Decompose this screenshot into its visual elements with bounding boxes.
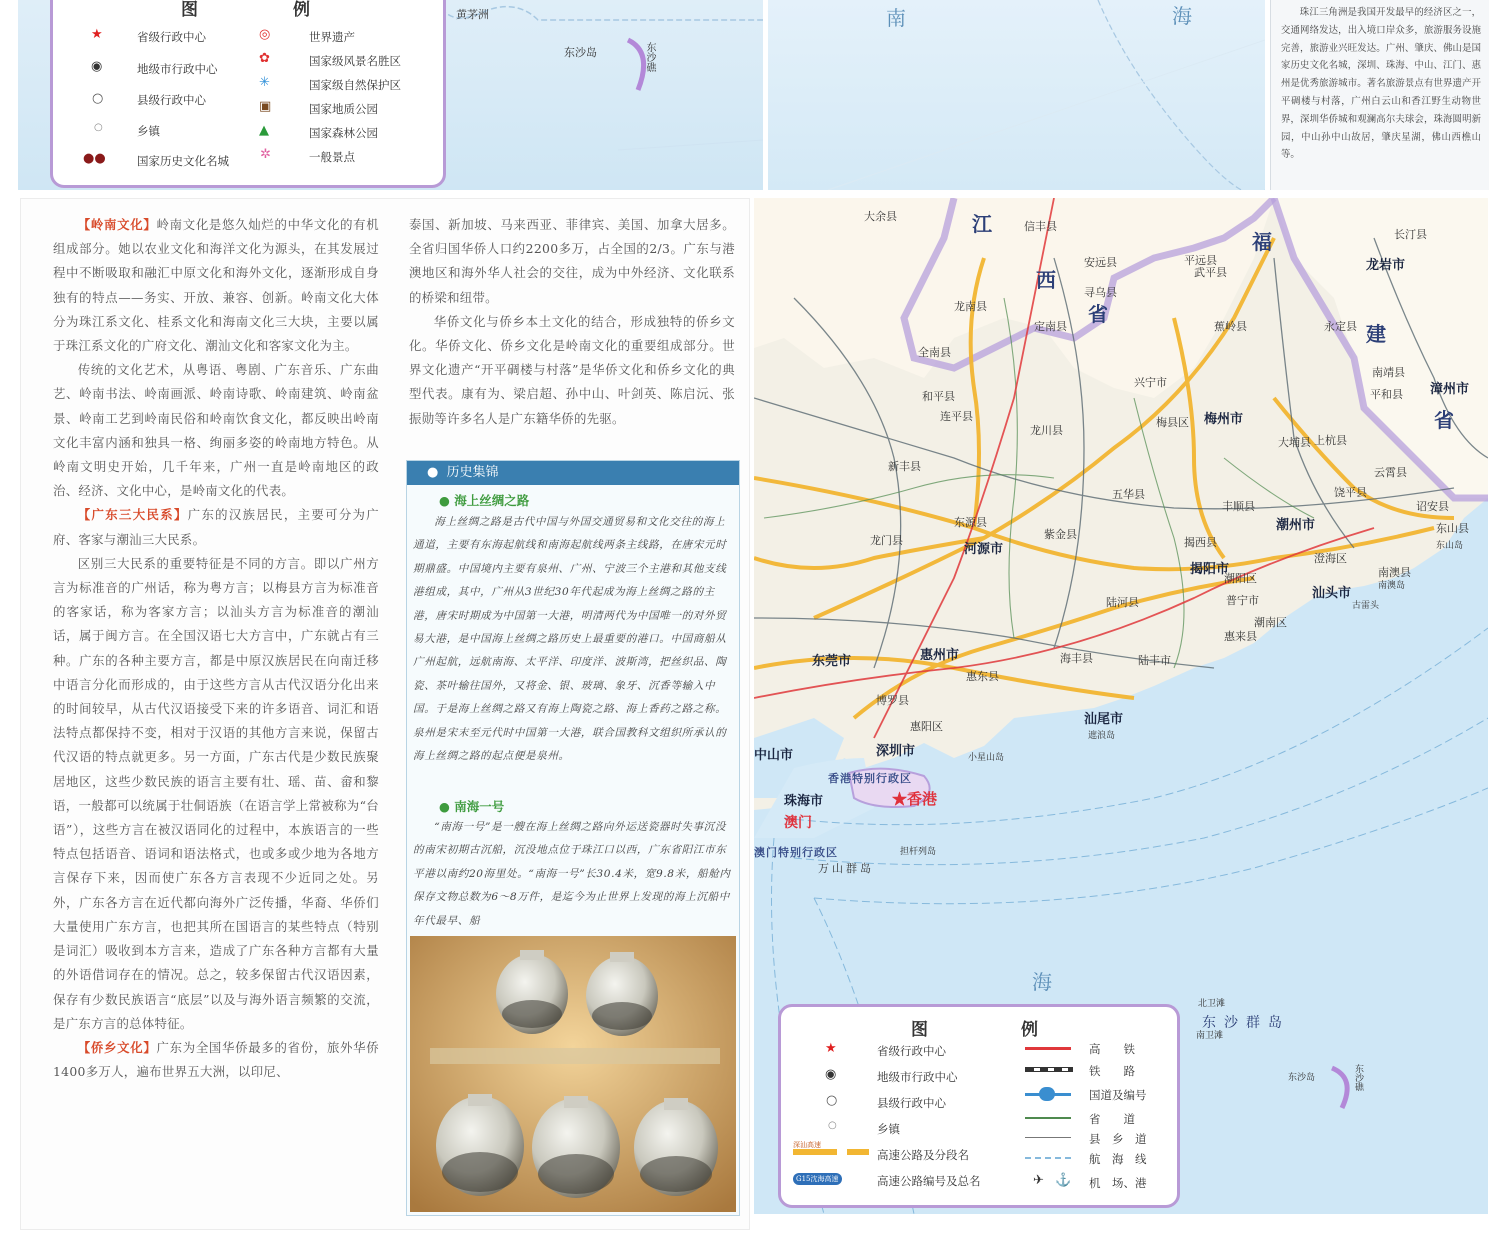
legend-item: 国道及编号 <box>1089 1088 1147 1102</box>
legend-item: 地级市行政中心 <box>877 1070 958 1084</box>
city-label: 深圳市 <box>876 744 916 759</box>
nanhai-one-text <box>413 816 735 930</box>
three-groups-paragraph-2: 区别三大民系的重要特征是不同的方言。即以广州方言为标准音的广州话，称为粤方言；以梅县方言为标准音的客家话，称为客家方言；以汕头方言为标准音的潮汕话，属于闽方言。在全国汉语七大方言中，广东就占有三种。广东的各种主要方言，都是中原汉族居民在向南迁移中语言分化而形成的，由于这些方言从古代汉语分化出来的时间较早，从古代汉语接受下来的许多语音、词汇和语法特点都保持不变，相对于汉语的其他方言来说，保留古代汉语的特点就更多。另一方面，广东古代是少数民族聚居地区，这些少数民族的语言主要有壮、瑶、苗、畲和黎语，一般都可以统属于壮侗语族（在语言学上常被称为“台语”），这些方言在被汉语同化的过程中，本族语言的一些特点包括语音、语词和语法格式，也或多或少地为各地方言保存下来，因而使广东各方言表现不少近同之处。另外，广东各方言在近代都向海外广泛传播，华裔、华侨们大量使用广东方言，也把其所在国语言的某些特点（特别是词汇）吸收到本方言来，造成了广东各种方言都有大量的外语借词存在的情况。总之，较多保留古代汉语因素，保存有少数民族语言“底层”以及与海外语言频繁的交流，是广东方言的总体特征。 <box>53 555 379 1031</box>
dongsha-island-label: 东沙岛 <box>1288 1073 1316 1083</box>
legend-item: 县级行政中心 <box>877 1096 946 1110</box>
province-label-fujian-1: 福 <box>1252 230 1272 254</box>
nanhai-one-paragraph: “南海一号”是一艘在海上丝绸之路向外运送瓷器时失事沉没的南宋初期古沉船，沉没地点位于珠江口以西，广东省阳江市东平港以南约20海里处。“南海一号”长30.4米，宽9.8米，船舱内保存文物总数为6～8万件，是迄今为止世界上发现的海上沉船中年代最早、船 <box>413 821 731 927</box>
small-island-label: 南澳岛 <box>1378 581 1406 591</box>
province-label-jiangxi-2: 西 <box>1036 268 1056 292</box>
silk-road-title-text: 海上丝绸之路 <box>454 493 530 508</box>
legend-item: 国家级风景名胜区 <box>309 54 401 68</box>
county-label: 武平县 <box>1194 266 1227 279</box>
legend-item: 国家森林公园 <box>309 126 378 140</box>
county-label: 潮阳区 <box>1224 572 1257 585</box>
lingnan-body: 岭南文化是悠久灿烂的中华文化的有机组成部分。她以农业文化和海洋文化为源头，在其发展过程中不断吸取和融汇中原文化和海外文化，逐渐形成自身独有的特点——务实、开放、兼容、创新。岭南文化大体分为珠江系文化、桂系文化和海南文化三大块，主要以属于珠江系文化的广府文化、潮汕文化和客家文化为主。 <box>53 217 379 354</box>
scenic-area-icon: ✿ <box>259 51 270 66</box>
map-label-dongsha-reef: 东沙礁 <box>644 42 655 72</box>
macau-label: 澳门 <box>784 815 812 831</box>
provincial-capital-icon: ★ <box>91 27 103 42</box>
legend-item: 国家级自然保护区 <box>309 78 401 92</box>
county-label: 平和县 <box>1370 388 1403 401</box>
hong-kong-label: ★香港 <box>892 790 938 808</box>
county-label: 南澳县 <box>1378 566 1411 579</box>
county-label: 梅县区 <box>1156 416 1189 429</box>
national-road-badge <box>1039 1087 1055 1101</box>
legend-item: 省级行政中心 <box>877 1044 946 1058</box>
legend-item: 县 乡 道 <box>1089 1132 1147 1146</box>
county-label: 惠东县 <box>966 670 999 683</box>
sea-label-hai: 海 <box>1172 4 1192 28</box>
forest-park-icon: ▲ <box>259 123 269 138</box>
county-label: 惠阳区 <box>910 720 943 733</box>
overseas-hometown-body: 广东为全国华侨最多的省份，旅外华侨1400多万人，遍布世界五大洲，以印尼、 <box>53 1039 379 1080</box>
city-label: 中山市 <box>754 748 794 763</box>
county-label: 兴宁市 <box>1134 376 1167 389</box>
expressway-swatch-small <box>847 1149 869 1155</box>
city-label: 漳州市 <box>1430 382 1470 397</box>
legend-item: 省 道 <box>1089 1112 1135 1126</box>
small-island-label: 古雷头 <box>1352 601 1380 611</box>
county-label: 平远县 <box>1184 254 1217 267</box>
city-label: 揭阳市 <box>1190 562 1230 577</box>
dongsha-reef-label: 东沙礁 <box>1353 1064 1363 1091</box>
county-label: 博罗县 <box>876 694 909 707</box>
nanwei-shoal-label: 南卫滩 <box>1196 1031 1224 1041</box>
county-label: 全南县 <box>918 346 951 359</box>
legend-item: 航 海 线 <box>1089 1152 1147 1166</box>
small-island-label: 小星山岛 <box>968 753 1005 763</box>
province-label-jiangxi-1: 江 <box>972 212 992 236</box>
map-label-dongsha-island: 东沙岛 <box>564 46 597 59</box>
legend-item: 一般景点 <box>309 150 355 164</box>
county-label: 云霄县 <box>1374 466 1407 479</box>
county-label: 蕉岭县 <box>1214 320 1247 333</box>
county-label: 普宁市 <box>1226 594 1259 607</box>
province-label-fujian-2: 建 <box>1366 322 1386 346</box>
hong-kong-text: 香港 <box>907 790 938 808</box>
port-anchor-icon: ⚓ <box>1055 1173 1072 1188</box>
railway-swatch <box>1025 1067 1073 1072</box>
silk-road-title: ● 海上丝绸之路 <box>439 493 530 508</box>
county-label: 和平县 <box>922 390 955 403</box>
county-label: 新丰县 <box>888 460 921 473</box>
county-label: 五华县 <box>1112 488 1145 501</box>
hong-kong-sar-label: 香港特别行政区 <box>828 772 912 785</box>
macau-sar-label: 澳门特别行政区 <box>754 846 838 859</box>
county-label: 陆丰市 <box>1138 654 1171 667</box>
legend-title-left: 图 <box>181 0 198 20</box>
legend-item: 世界遗产 <box>309 30 355 44</box>
legend-item: 乡镇 <box>137 124 160 138</box>
world-heritage-icon: ◎ <box>259 27 271 42</box>
expressway-sample-label: 深汕高速 <box>793 1141 821 1149</box>
city-label: 河源市 <box>964 542 1004 557</box>
county-label: 丰顺县 <box>1222 500 1255 513</box>
prefecture-city-icon: ◉ <box>91 59 103 74</box>
historic-city-icon: ●● <box>83 151 106 166</box>
nanhai-one-title: ● 南海一号 <box>439 799 505 814</box>
township-icon: ○ <box>94 122 103 133</box>
city-label: 梅州市 <box>1204 412 1244 427</box>
legend-item: 乡镇 <box>877 1122 900 1136</box>
small-island-label: 东山岛 <box>1436 541 1464 551</box>
dongsha-islands-label: 东沙群岛 <box>1202 1015 1290 1031</box>
lingnan-paragraph-2: 传统的文化艺术，从粤语、粤剧、广东音乐、广东曲艺、岭南书法、岭南画派、岭南诗歌、岭南建筑、岭南盆景、岭南工艺到岭南民俗和岭南饮食文化，都反映出岭南文化丰富内涵和独具一格、绚丽多姿的岭南地方特色。从岭南文明史开始，几千年来，广州一直是岭南地区的政治、经济、文化中心，是岭南文化的代表。 <box>53 362 379 499</box>
legend-title-left: 图 <box>911 1020 928 1040</box>
legend-item: 地级市行政中心 <box>137 62 218 76</box>
city-label: 潮州市 <box>1276 518 1316 533</box>
geopark-icon: ▣ <box>259 99 272 114</box>
lingnan-heading: 【岭南文化】 <box>77 217 157 232</box>
province-label-fujian-3: 省 <box>1434 408 1454 432</box>
article-column-right <box>409 213 735 431</box>
county-label: 饶平县 <box>1334 486 1367 499</box>
shipping-route-swatch <box>1025 1157 1071 1159</box>
legend-item: 国家地质公园 <box>309 102 378 116</box>
silk-road-text <box>413 511 735 768</box>
county-label: 龙川县 <box>1030 424 1063 437</box>
legend-item: 高速公路及分段名 <box>877 1148 969 1162</box>
wanshan-label: 万山群岛 <box>818 862 874 875</box>
county-label: 信丰县 <box>1024 220 1057 233</box>
city-label: 汕头市 <box>1312 586 1352 601</box>
legend-item: 高 铁 <box>1089 1042 1135 1056</box>
high-speed-rail-swatch <box>1025 1047 1071 1050</box>
legend-title-right: 例 <box>293 0 310 20</box>
county-label: 潮南区 <box>1254 616 1287 629</box>
expressway-code-badge: G15沈海高速 <box>793 1173 842 1185</box>
county-label: 诏安县 <box>1416 500 1449 513</box>
legend-item: 机 场、港 <box>1089 1176 1147 1190</box>
county-label: 大余县 <box>864 210 897 223</box>
legend-item: 铁 路 <box>1089 1064 1135 1078</box>
top-map-legend <box>50 0 446 188</box>
legend-item: 省级行政中心 <box>137 30 206 44</box>
city-label: 汕尾市 <box>1084 712 1124 727</box>
county-seat-icon: ○ <box>826 1093 838 1108</box>
nature-reserve-icon: ✳ <box>259 75 270 90</box>
nanhai-one-title-text: 南海一号 <box>454 799 505 814</box>
county-label: 大埔县 <box>1278 436 1311 449</box>
beiwei-shoal-label: 北卫滩 <box>1198 999 1226 1009</box>
porcelain-jars-photo <box>410 936 736 1212</box>
county-label: 海丰县 <box>1060 652 1093 665</box>
sea-label-nan: 南 <box>886 6 906 30</box>
sea-label-hai: 海 <box>1032 970 1052 994</box>
map-label-huangmaozhou: 黄茅洲 <box>456 8 489 21</box>
legend-item: 国家历史文化名城 <box>137 154 229 168</box>
legend-item: 高速公路编号及总名 <box>877 1174 981 1188</box>
county-label: 澄海区 <box>1314 552 1347 565</box>
three-groups-heading: 【广东三大民系】 <box>77 507 188 523</box>
silk-road-paragraph: 海上丝绸之路是古代中国与外国交通贸易和文化交往的海上通道，主要有东海起航线和南海起航线两条主线路，在唐宋元时期鼎盛。中国境内主要有泉州、广州、宁波三个主港和其他支线港组成，其中，广州从3世纪30年代起成为海上丝绸之路的主港，唐宋时期成为中国第一大港，明清两代为中国唯一的对外贸易大港，是中国海上丝绸之路历史上最重要的港口。中国商船从广州起航，远航南海、太平洋、印度洋、波斯湾，把丝织品、陶瓷、茶叶输往国外，又将金、银、玻璃、象牙、沉香等输入中国。于是海上丝绸之路又有海上陶瓷之路、海上香药之路之称。泉州是宋末至元代时中国第一大港，联合国教科文组织所承认的海上丝绸之路的起点便是泉州。 <box>413 516 727 763</box>
county-label: 南靖县 <box>1372 366 1405 379</box>
township-icon: ○ <box>828 1120 837 1131</box>
small-island-label: 遮浪岛 <box>1088 731 1116 741</box>
county-label: 定南县 <box>1034 320 1067 333</box>
city-label: 龙岩市 <box>1366 258 1406 273</box>
county-label: 龙南县 <box>954 300 987 313</box>
small-island-label: 担杆列岛 <box>900 847 937 857</box>
overseas-paragraph-2: 华侨文化与侨乡本土文化的结合，形成独特的侨乡文化。华侨文化、侨乡文化是岭南文化的重要组成部分。世界文化遗产“开平碉楼与村落”是华侨文化和侨乡文化的典型代表。康有为、梁启超、孙中山、叶剑英、陈启沅、张振勋等许多名人是广东籍华侨的先驱。 <box>409 313 735 426</box>
city-label: 珠海市 <box>784 794 824 809</box>
pearl-river-delta-note <box>1270 0 1489 190</box>
county-label: 长汀县 <box>1394 228 1427 241</box>
provincial-road-swatch <box>1025 1117 1071 1119</box>
history-header-label: 历史集锦 <box>446 465 499 480</box>
map-legend <box>778 1004 1180 1208</box>
prefecture-city-icon: ◉ <box>825 1067 837 1082</box>
county-label: 紫金县 <box>1044 528 1077 541</box>
city-label: 惠州市 <box>920 648 960 663</box>
county-label: 永定县 <box>1324 320 1357 333</box>
county-label: 东源县 <box>954 516 987 529</box>
top-sea-map-fragment <box>768 0 1265 190</box>
legend-item: 县级行政中心 <box>137 93 206 107</box>
county-label: 寻乌县 <box>1084 286 1117 299</box>
legend-title-right: 例 <box>1021 1020 1038 1040</box>
general-scenic-icon: ✲ <box>260 147 271 162</box>
airport-icon: ✈ <box>1033 1173 1044 1188</box>
three-groups-body: 广东的汉族居民，主要可分为广府、客家与潮汕三大民系。 <box>53 507 379 547</box>
pearl-river-delta-text: 珠江三角洲是我国开发最早的经济区之一，交通网络发达，出入境口岸众多，旅游服务设施完善，旅游业兴旺发达。广州、肇庆、佛山是国家历史文化名城，深圳、珠海、中山、江门、惠州是优秀旅游城市。著名旅游景点有世界遗产开平碉楼与村落，广州白云山和香江野生动物世界，深圳华侨城和观澜高尔夫球会，珠海圆明新园，中山孙中山故居，肇庆星湖，佛山西樵山等。 <box>1281 7 1481 161</box>
county-label: 龙门县 <box>870 534 903 547</box>
county-seat-icon: ○ <box>92 91 104 106</box>
history-header <box>407 461 739 485</box>
county-label: 上杭县 <box>1314 434 1347 447</box>
city-label: 东莞市 <box>812 654 852 669</box>
county-label: 陆河县 <box>1106 596 1139 609</box>
county-label: 揭西县 <box>1184 536 1217 549</box>
county-label: 连平县 <box>940 410 973 423</box>
article-column-left <box>53 213 379 1084</box>
overseas-hometown-heading: 【侨乡文化】 <box>77 1039 157 1055</box>
provincial-capital-icon: ★ <box>825 1041 837 1056</box>
county-label: 安远县 <box>1084 256 1117 269</box>
overseas-paragraph-continued: 泰国、新加坡、马来西亚、菲律宾、美国、加拿大居多。全省归国华侨人口约2200多万，占全国的2/3。广东与港澳地区和海外华人社会的交往，成为中外经济、文化联系的桥梁和纽带。 <box>409 217 735 305</box>
county-road-swatch <box>1025 1137 1071 1138</box>
province-label-jiangxi-3: 省 <box>1088 302 1108 326</box>
county-label: 东山县 <box>1436 522 1469 535</box>
county-label: 惠来县 <box>1224 630 1257 643</box>
bullet-icon: ● <box>427 465 439 480</box>
